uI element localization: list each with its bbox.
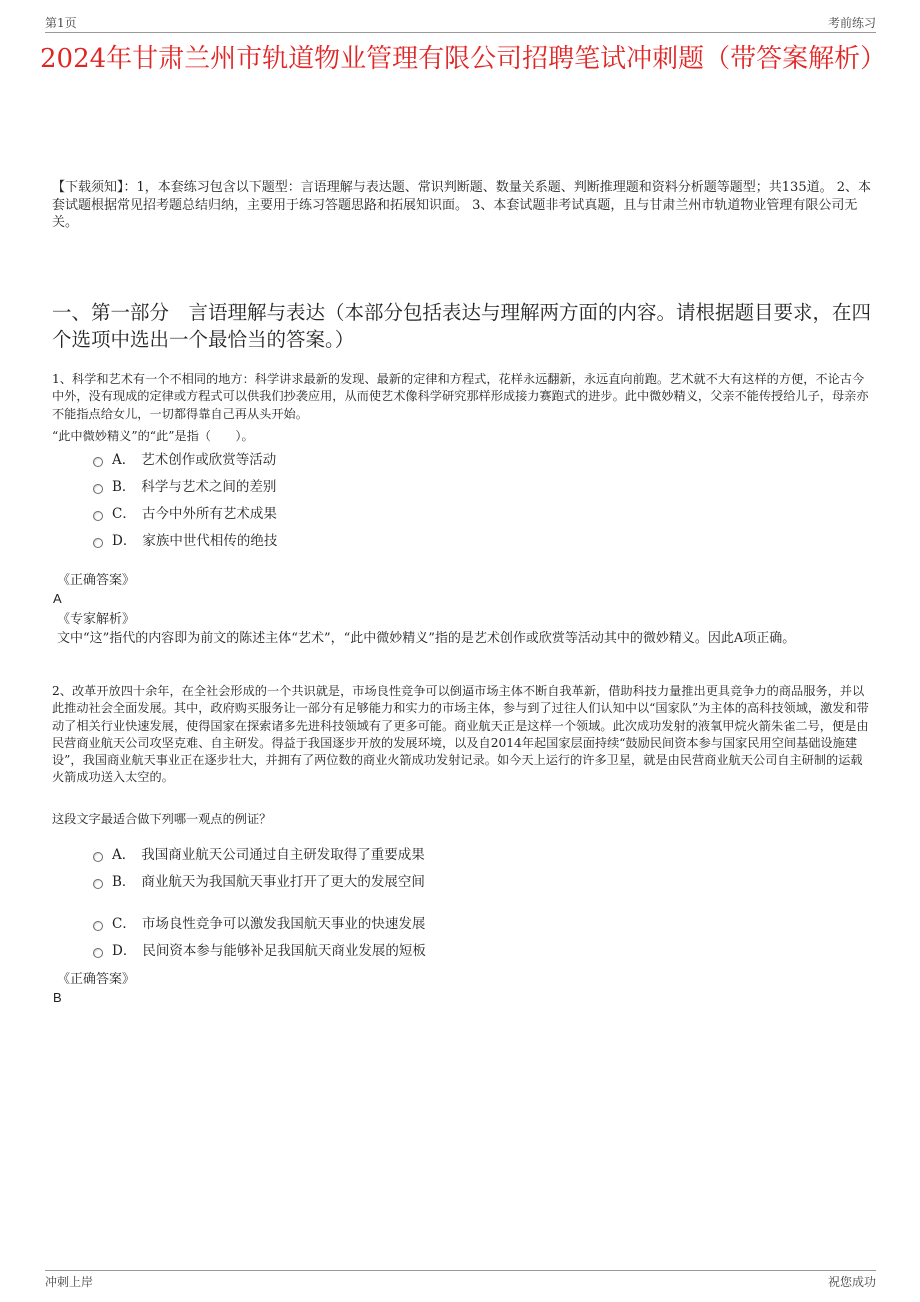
option-letter: B． <box>112 874 136 890</box>
option-letter: C． <box>112 916 136 932</box>
radio-icon[interactable] <box>93 457 103 467</box>
question-2-answer: B <box>53 990 62 1005</box>
option-text: 我国商业航天公司通过自主研发取得了重要成果 <box>141 847 425 863</box>
option-letter: A． <box>112 452 136 468</box>
page-footer <box>45 1270 876 1289</box>
question-1-option-b[interactable] <box>93 477 276 497</box>
question-1-option-d[interactable] <box>93 531 277 551</box>
question-1-answer: A <box>53 591 62 606</box>
radio-icon[interactable] <box>93 511 103 521</box>
radio-icon[interactable] <box>93 538 103 548</box>
option-text: 家族中世代相传的绝技 <box>142 533 278 549</box>
question-2-option-a[interactable] <box>93 845 425 865</box>
radio-icon[interactable] <box>93 948 103 958</box>
question-2-option-d[interactable] <box>93 941 426 961</box>
option-letter: B． <box>112 479 136 495</box>
option-text: 科学与艺术之间的差别 <box>141 479 277 495</box>
question-2-prompt: 这段文字最适合做下列哪一观点的例证？ <box>52 812 272 826</box>
question-2-option-c[interactable] <box>93 914 425 934</box>
option-letter: D． <box>112 533 137 549</box>
option-letter: A． <box>112 847 136 863</box>
footer-left: 冲刺上岸 <box>45 1275 94 1289</box>
question-2-option-b[interactable] <box>93 872 425 892</box>
radio-icon[interactable] <box>93 879 103 889</box>
radio-icon[interactable] <box>93 852 103 862</box>
question-2-answer-label: 《正确答案》 <box>57 972 136 987</box>
option-text: 民间资本参与能够补足我国航天商业发展的短板 <box>142 943 426 959</box>
section-heading: 一、第一部分 言语理解与表达（本部分包括表达与理解两方面的内容。请根据题目要求，在四个选项中选出一个最恰当的答案。） <box>52 301 872 351</box>
question-1-analysis-label: 《专家解析》 <box>57 612 136 627</box>
footer-right: 祝您成功 <box>827 1275 876 1289</box>
question-2-stem: 2、改革开放四十余年，在全社会形成的一个共识就是，市场良性竞争可以倒逼市场主体不断自我革新，借助科技力量推出更具竞争力的商品服务，并以此推动社会全面发展。其中，政府购买服务让一部分有足够能力和实力的市场主体，参与到了过往人们认知中以“国家队”为主体的高科技领域，激发和带动了相关行业快速发展，使得国家在探索诸多先进科技领域有了更多可能。商业航天正是这样一个领域。此次成功发射的液氧甲烷火箭朱雀二号，便是由民营商业航天公司攻坚克难、自主研发。得益于我国逐步开放的发展环境，以及自2014年起国家层面持续“鼓励民间资本参与国家民用空间基础设施建设”，我国商业航天事业正在逐步壮大，并拥有了两位数的商业火箭成功发射记录。如今天上运行的许多卫星，就是由民营商业航天公司自主研制的运载火箭成功送入太空的。 <box>52 684 869 785</box>
question-1-option-c[interactable] <box>93 504 277 524</box>
page-header <box>45 14 876 33</box>
option-letter: D． <box>112 943 137 959</box>
option-letter: C． <box>112 506 136 522</box>
page-number: 第1页 <box>45 16 77 30</box>
radio-icon[interactable] <box>93 921 103 931</box>
question-1-answer-label: 《正确答案》 <box>57 573 136 588</box>
question-1-prompt: “此中微妙精义”的“此”是指（ ）。 <box>52 429 254 443</box>
option-text: 艺术创作或欣赏等活动 <box>141 452 277 468</box>
option-text: 商业航天为我国航天事业打开了更大的发展空间 <box>141 874 425 890</box>
radio-icon[interactable] <box>93 484 103 494</box>
question-1-stem: 1、科学和艺术有一个不相同的地方：科学讲求最新的发现、最新的定律和方程式，花样永远翻新，永远直向前跑。艺术就不大有这样的方便，不论古今中外，没有现成的定律或方程式可以供我们抄袭应用，从而使艺术像科学研究那样形成接力赛跑式的进步。此中微妙精义，父亲不能传授给儿子，母亲亦不能指点给女儿，一切都得靠自己再从头开始。 <box>52 372 869 421</box>
document-title: 2024年甘肃兰州市轨道物业管理有限公司招聘笔试冲刺题（带答案解析） <box>40 44 887 74</box>
question-1-option-a[interactable] <box>93 450 276 470</box>
option-text: 市场良性竞争可以激发我国航天事业的快速发展 <box>141 916 426 932</box>
question-1-analysis: 文中“这”指代的内容即为前文的陈述主体“艺术”，“此中微妙精义”指的是艺术创作或欣赏等活动其中的微妙精义。因此A项正确。 <box>57 631 796 646</box>
header-label: 考前练习 <box>827 16 876 30</box>
option-text: 古今中外所有艺术成果 <box>141 506 277 522</box>
download-notice: 【下载须知】：1，本套练习包含以下题型：言语理解与表达题、常识判断题、数量关系题、判断推理题和资料分析题等题型；共135道。 2、本套试题根据常见招考题总结归纳，主要用于练习答题思路和拓展知识面。 3、本套试题非考试真题，且与甘肃兰州市轨道物业管理有限公司无关。 <box>52 180 871 230</box>
